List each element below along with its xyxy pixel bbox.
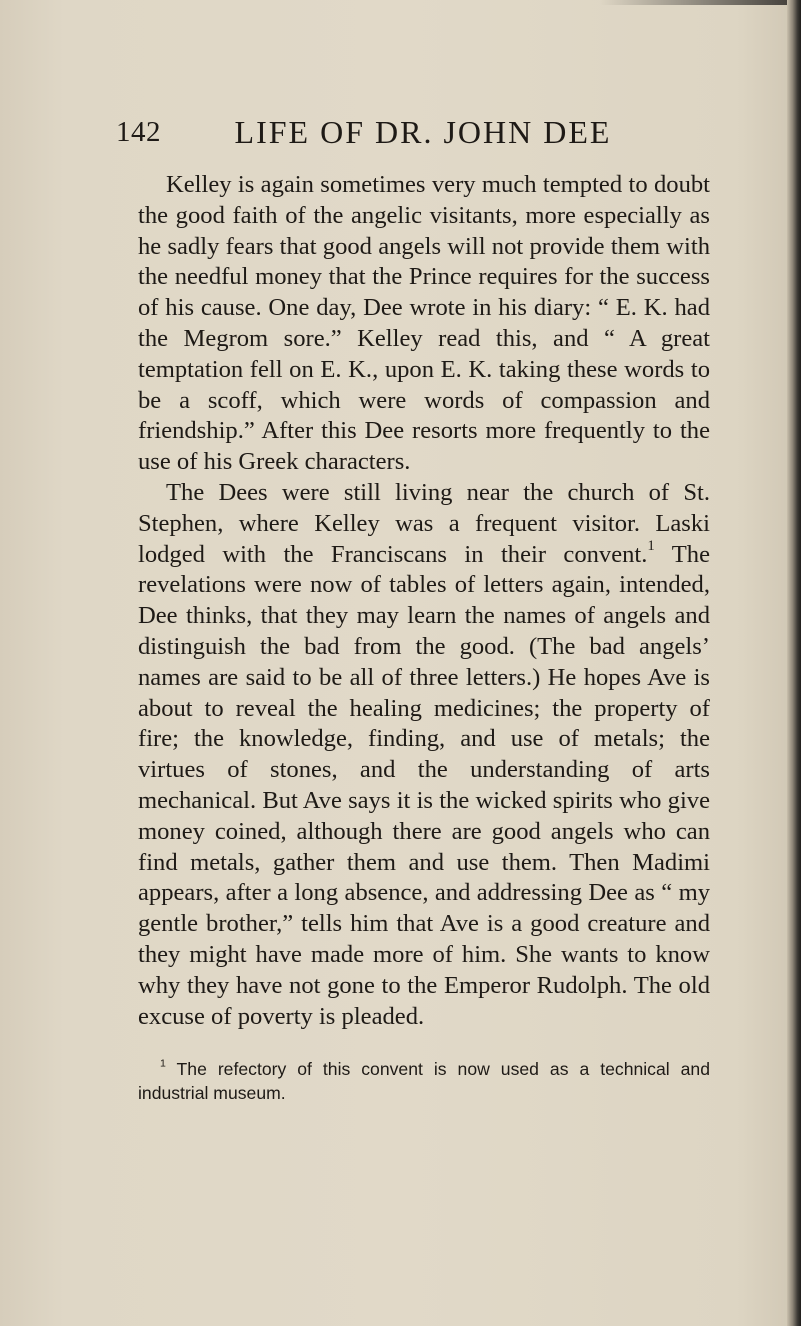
footnote-reference: 1 <box>647 537 655 554</box>
paragraph-2-text-after: The revelations were now of tables of letters again, intended, Dee thinks, that they may learn the names of angels and distinguish the bad from the good. (The bad angels’ names are said to be all of three letters.) He hopes Ave is about to reveal the healing medicines; the property of fire; the knowledge, finding, and use of metals; the virtues of stones, and the understanding of arts mechanical. But Ave says it is the wicked spirits who give money coined, although there are good angels who can find metals, gather them and use them. Then Madimi appears, after a long absence, and addressing Dee as “ my gentle brother,” tells him that Ave is a good creature and they might have made more of him. She wants to know why they have not gone to the Emperor Rudolph. The old excuse of poverty is pleaded. <box>138 540 710 1030</box>
footnote <box>138 1057 710 1105</box>
page-edge-shadow-top <box>600 0 801 5</box>
footnote-text-block <box>138 1057 710 1105</box>
body-text <box>138 170 710 1032</box>
page-header <box>116 116 716 156</box>
paragraph-2 <box>138 478 710 1032</box>
footnote-text: The refectory of this convent is now used as a technical and industrial museum. <box>138 1059 710 1103</box>
footnote-mark: 1 <box>160 1057 166 1070</box>
page-edge-shadow <box>787 0 801 1326</box>
page-number: 142 <box>116 116 161 148</box>
paragraph-2-text-before: The Dees were still living near the church of St. Stephen, where Kelley was a frequent visitor. Laski lodged with the Franciscans in their convent. <box>138 478 710 568</box>
paragraph-1 <box>138 170 710 478</box>
paragraph-1-text: Kelley is again sometimes very much tempted to doubt the good faith of the angelic visitants, more especially as he sadly fears that good angels will not provide them with the needful money that the Prince requires for the success of his cause. One day, Dee wrote in his diary: “ E. K. had the Megrom sore.” Kelley read this, and “ A great temptation fell on E. K., upon E. K. taking these words to be a scoff, which were words of compassion and friendship.” After this Dee resorts more frequently to the use of his Greek characters. <box>138 171 710 476</box>
running-head: LIFE OF DR. JOHN DEE <box>234 114 612 150</box>
